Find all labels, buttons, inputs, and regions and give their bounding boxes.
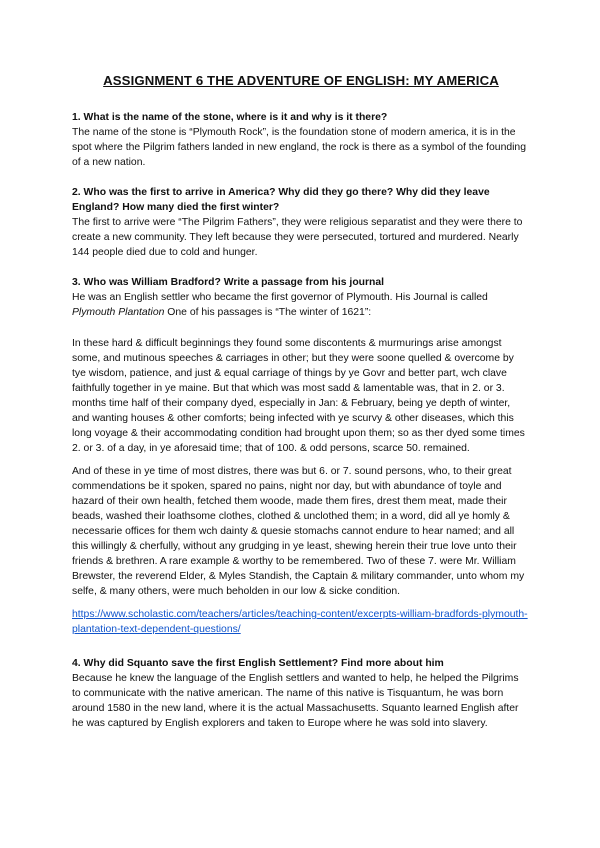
answer-1: The name of the stone is “Plymouth Rock”, is the foundation stone of modern america, it is in the spot where the Pilgrim fathers landed in new england, the rock is there as a symbol of the founding of a new nation. — [72, 127, 526, 168]
intro-text-end: One of his passages is “The winter of 1621”: — [164, 307, 372, 318]
intro-text: He was an English settler who became the first governor of Plymouth. His Journal is called — [72, 292, 488, 303]
answer-4: Because he knew the language of the English settlers and wanted to help, he helped the Pilgrims to communicate with the native american. The name of this native is Tisquantum, he was born around 1580 in the new land, where it is the actual Massachusetts. Squanto learned English after he was captured by English explorers and taken to Europe where he was sold into slavery. — [72, 673, 519, 729]
source-link[interactable]: https://www.scholastic.com/teachers/articles/teaching-content/excerpts-william-bradfords-plymouth-plantation-text-dependent-questions/ — [72, 609, 528, 635]
answer-2: The first to arrive were “The Pilgrim Fathers”, they were religious separatist and they were there to create a new community. They left because they were persecuted, tortured and murdered. Nearly 144 people died due to cold and hunger. — [72, 217, 523, 258]
section-2 — [72, 185, 530, 260]
section-1 — [72, 110, 530, 170]
question-2: 2. Who was the first to arrive in America? Why did they go there? Why did they leave England? How many died the first winter? — [72, 187, 490, 213]
journal-passage-2: And of these in ye time of most distres, there was but 6. or 7. sound persons, who, to their great commendations be it spoken, spared no pains, night nor day, but with abundance of toyle and hazard of their own health, fetched them woode, made them fires, drest them meat, made their beads, washed their loathsome clothes, clothed & unclothed them; in a word, did all ye homly & necessarie offices for them wch dainty & quesie stomachs cannot endure to hear named; and all this willingly & cherfully, without any grudging in ye least, shewing herein their true love unto their friends & brethren. A rare example & worthy to be remembered. Two of these 7. were Mr. William Brewster, the reverend Elder, & Myles Standish, the Captain & military commander, unto whom my selfe, & many others, were much beholden in our low & sicke condition. — [72, 466, 525, 597]
journal-title: Plymouth Plantation — [72, 307, 165, 318]
question-1: 1. What is the name of the stone, where is it and why is it there? — [72, 112, 388, 123]
journal-passage-1: In these hard & difficult beginnings they found some discontents & murmurings arise amongst some, and mutinous speeches & carriages in other; but they were soone quelled & overcome by tye wisdom, patience, and just & equal carriage of things by ye Govr and better part, wch clave faithfully together in ye maine. But that which was most sadd & lamentable was, that in 2. or 3. months time half of their company dyed, especially in Jan: & February, being ye depth of winter, and wanting houses & other comforts; being infected with ye scurvy & other diseases, which this long voyage & their accommodating condition had brought upon them; so as ther dyed some times 2. or 3. of a day, in ye aforesaid time; that of 100. & odd persons, scarce 50. remained. — [72, 338, 525, 454]
section-4 — [72, 656, 530, 731]
answer-3-intro — [72, 290, 530, 320]
question-3: 3. Who was William Bradford? Write a passage from his journal — [72, 277, 385, 288]
section-3 — [72, 275, 530, 637]
document-title: ASSIGNMENT 6 THE ADVENTURE OF ENGLISH: MY AMERICA — [103, 73, 499, 88]
question-4: 4. Why did Squanto save the first English Settlement? Find more about him — [72, 658, 444, 669]
